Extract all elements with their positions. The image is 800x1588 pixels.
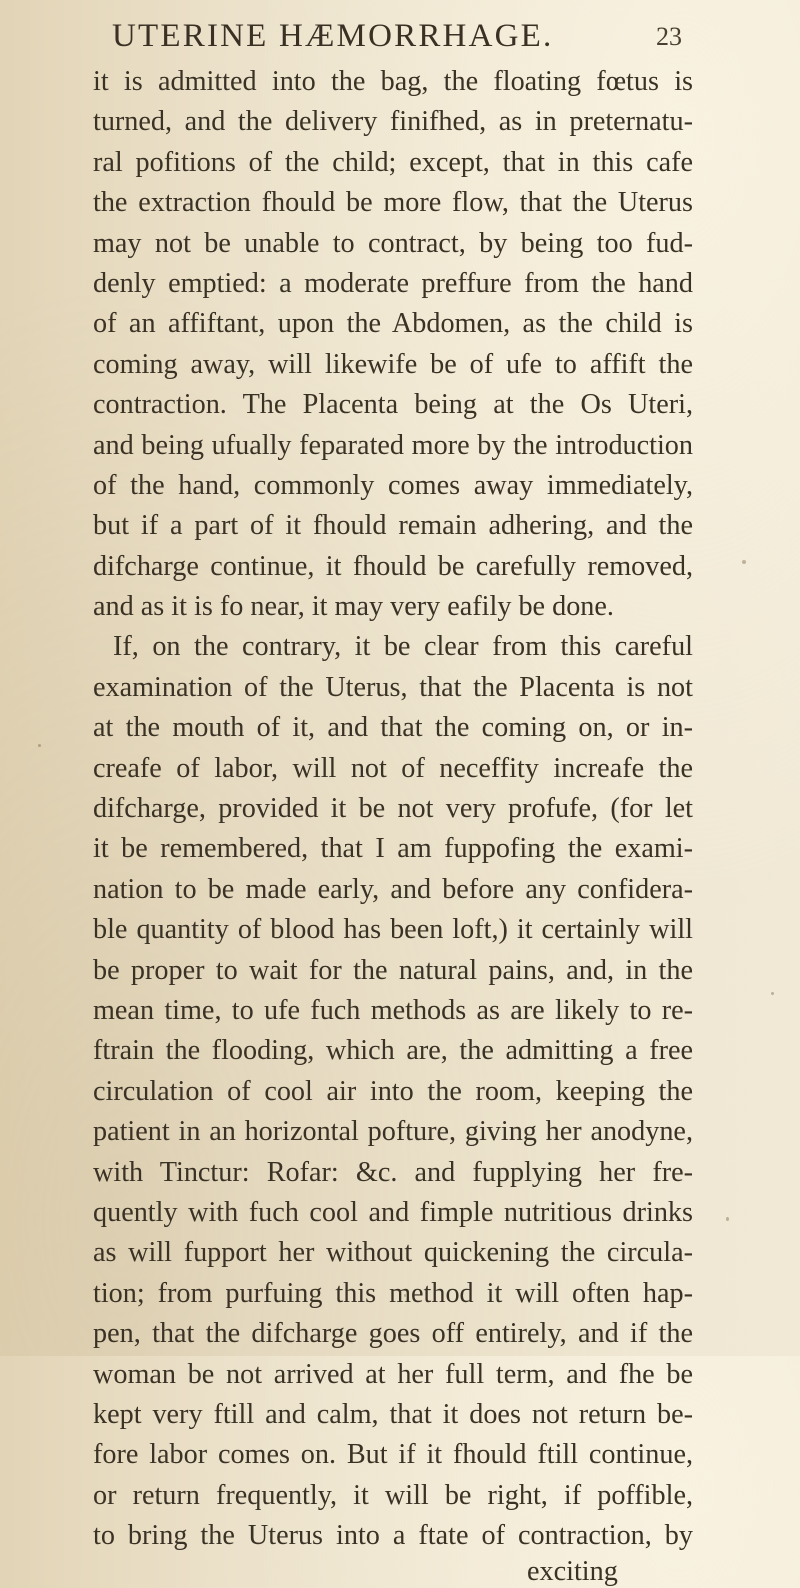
text-line: or return frequently, it will be right, if poffible, — [93, 1479, 693, 1511]
text-line: contraction. The Placenta being at the Os Uteri, — [93, 389, 693, 421]
text-line: ble quantity of blood has been loft,) it certainly will — [93, 914, 693, 946]
text-line: difcharge, provided it be not very profufe, (for let — [93, 793, 693, 825]
text-line: turned, and the delivery finifhed, as in preternatu- — [93, 106, 693, 138]
text-line: creafe of labor, will not of neceffity increafe the — [93, 752, 693, 784]
catchword: exciting — [527, 1556, 618, 1587]
text-line: it be remembered, that I am fuppofing the exami- — [93, 833, 693, 865]
text-line: quently with fuch cool and fimple nutritious drinks — [93, 1196, 693, 1228]
text-line: difcharge continue, it fhould be carefully removed, — [93, 550, 693, 582]
text-line: and being ufually feparated more by the introduction — [93, 429, 693, 461]
text-line: with Tinctur: Rofar: &c. and fupplying her fre- — [93, 1156, 693, 1188]
text-line: at the mouth of it, and that the coming on, or in- — [93, 712, 693, 744]
text-line: patient in an horizontal pofture, giving her anodyne, — [93, 1116, 693, 1148]
text-line: woman be not arrived at her full term, and fhe be — [93, 1358, 693, 1390]
paper-speck — [726, 1217, 729, 1221]
text-line: of the hand, commonly comes away immediately, — [93, 469, 693, 501]
paper-speck — [404, 1294, 406, 1297]
paper-speck — [742, 560, 746, 564]
text-line: tion; from purfuing this method it will often hap- — [93, 1277, 693, 1309]
page-number: 23 — [656, 22, 682, 51]
text-line: as will fupport her without quickening the circula- — [93, 1237, 693, 1269]
text-line: mean time, to ufe fuch methods as are likely to re- — [93, 994, 693, 1026]
text-line: pen, that the difcharge goes off entirely, and if the — [93, 1318, 693, 1350]
paper-speck — [612, 1333, 615, 1336]
running-head — [112, 18, 682, 62]
text-line: be proper to wait for the natural pains, and, in the — [93, 954, 693, 986]
text-line: fore labor comes on. But if it fhould ftill continue, — [93, 1439, 693, 1471]
text-line: may not be unable to contract, by being too fud- — [93, 227, 693, 259]
text-line: but if a part of it fhould remain adhering, and the — [93, 510, 693, 542]
text-line: and as it is fo near, it may very eafily be done. — [93, 591, 614, 623]
text-line: coming away, will likewife be of ufe to affift the — [93, 348, 693, 380]
text-line: the extraction fhould be more flow, that the Uterus — [93, 187, 693, 219]
text-line: to bring the Uterus into a ftate of contraction, by — [93, 1520, 693, 1552]
text-line: kept very ftill and calm, that it does not return be- — [93, 1398, 693, 1430]
paper-speck — [38, 744, 41, 747]
text-line: ral pofitions of the child; except, that in this cafe — [93, 146, 693, 178]
text-line: ftrain the flooding, which are, the admitting a free — [93, 1035, 693, 1067]
body-text — [93, 62, 693, 1556]
text-line: nation to be made early, and before any confidera- — [93, 873, 693, 905]
text-line: denly emptied: a moderate preffure from the hand — [93, 267, 693, 299]
running-title: UTERINE HÆMORRHAGE. — [112, 18, 554, 54]
text-line: If, on the contrary, it be clear from this careful — [113, 631, 693, 663]
text-line: examination of the Uterus, that the Placenta is not — [93, 671, 693, 703]
text-line: of an affiftant, upon the Abdomen, as the child is — [93, 308, 693, 340]
text-line: circulation of cool air into the room, keeping the — [93, 1075, 693, 1107]
paper-speck — [771, 992, 774, 995]
text-line: it is admitted into the bag, the floating fœtus is — [93, 66, 693, 97]
